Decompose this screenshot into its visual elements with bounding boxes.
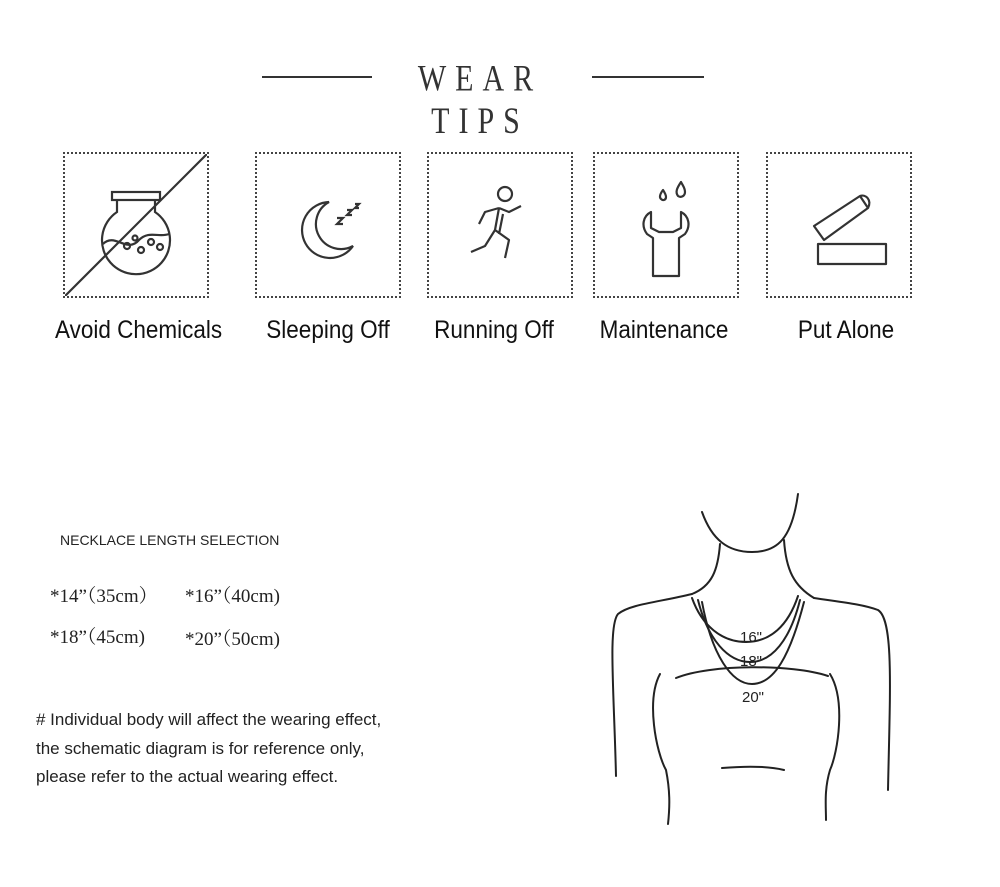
necklace-length-diagram (600, 490, 900, 830)
header-left-rule (262, 76, 372, 78)
length-selection-title: NECKLACE LENGTH SELECTION (60, 532, 280, 548)
diagram-label-20: 20" (742, 689, 765, 706)
tip-label-sleeping-off: Sleeping Off (266, 316, 390, 344)
note-line-3: please refer to the actual wearing effect. (36, 767, 339, 786)
torso-right (826, 674, 840, 820)
wrench-water-icon (595, 154, 737, 296)
tip-card-sleeping-off (255, 152, 401, 298)
tip-label-avoid-chemicals: Avoid Chemicals (55, 316, 223, 344)
note-line-1: # Individual body will affect the wearing effect, (36, 710, 382, 729)
torso-left (653, 674, 669, 824)
page-title: WEAR TIPS (417, 58, 543, 142)
tip-card-running-off (427, 152, 573, 298)
running-person-icon (429, 154, 571, 296)
diagram-label-16: 16" (740, 629, 763, 646)
tip-card-put-alone (766, 152, 912, 298)
waist-line (722, 767, 784, 770)
tip-label-put-alone: Put Alone (797, 316, 895, 344)
jewelry-box-icon (768, 154, 910, 296)
diagram-label-18: 18" (740, 653, 763, 670)
header-right-rule (592, 76, 704, 78)
moon-sleep-icon (257, 154, 399, 296)
length-option-14: *14”（35cm） (50, 586, 158, 607)
neck-left (692, 544, 720, 594)
tip-label-maintenance: Maintenance (599, 316, 729, 344)
shoulder-left (612, 594, 692, 776)
chemical-flask-icon (65, 154, 207, 296)
length-option-16: *16”（40cm) (185, 586, 280, 607)
length-option-18: *18”（45cm) (50, 627, 145, 648)
tip-card-maintenance (593, 152, 739, 298)
note-line-2: the schematic diagram is for reference only, (36, 739, 365, 758)
tip-label-running-off: Running Off (434, 316, 554, 344)
neck-right (784, 540, 814, 598)
length-option-20: *20”（50cm) (185, 629, 280, 650)
tip-card-avoid-chemicals (63, 152, 209, 298)
shoulder-right (814, 598, 890, 790)
